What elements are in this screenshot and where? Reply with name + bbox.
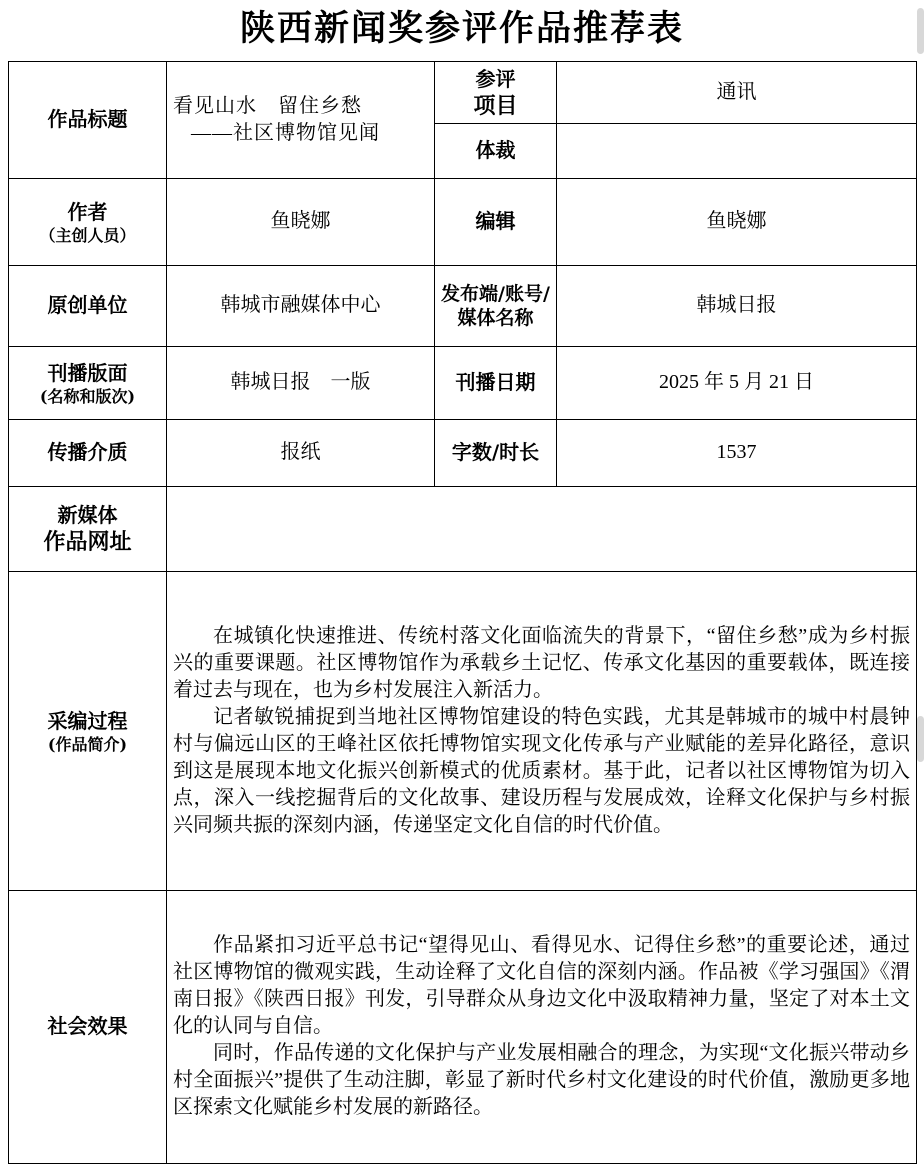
original-unit-value: 韩城市融媒体中心 — [167, 265, 435, 346]
publish-channel-value: 韩城日报 — [557, 265, 917, 346]
author-label-text: 作者 — [67, 199, 108, 224]
entry-item-label-line2: 项目 — [473, 92, 518, 119]
work-title-value — [167, 61, 435, 178]
entry-item-label-line1: 参评 — [475, 66, 516, 91]
entry-item-value: 通讯 — [557, 61, 917, 123]
new-media-url-value — [167, 486, 917, 571]
medium-label: 传播介质 — [9, 419, 167, 486]
work-title-line1: 看见山水 留住乡愁 — [173, 94, 362, 117]
author-value: 鱼晓娜 — [167, 178, 435, 265]
process-label — [9, 571, 167, 890]
publish-date-value: 2025 年 5 月 21 日 — [557, 346, 917, 419]
process-label-line1: 采编过程 — [47, 708, 128, 733]
editor-value: 鱼晓娜 — [557, 178, 917, 265]
work-title-line2: ——社区博物馆见闻 — [191, 121, 380, 144]
layout-label — [9, 346, 167, 419]
table-row — [9, 265, 917, 346]
publish-channel-label-line2: 媒体名称 — [457, 307, 534, 330]
social-effect-paragraph-2: 同时，作品传递的文化保护与产业发展相融合的理念，为实现“文化振兴带动乡村全面振兴”提供了生动注脚，彰显了新时代乡村文化建设的时代价值，激励更多地区探索文化赋能乡村发展的新路径。 — [173, 1042, 910, 1119]
table-row — [9, 346, 917, 419]
process-paragraph-1: 在城镇化快速推进、传统村落文化面临流失的背景下，“留住乡愁”成为乡村振兴的重要课题。社区博物馆作为承载乡土记忆、传承文化基因的重要载体，既连接着过去与现在，也为乡村发展注入新活力。 — [173, 624, 910, 701]
process-paragraph-2: 记者敏锐捕捉到当地社区博物馆建设的特色实践，尤其是韩城市的城中村晨钟村与偏远山区的王峰社区依托博物馆实现文化传承与产业赋能的差异化路径，意识到这是展现本地文化振兴创新模式的优质素材。基于此，记者以社区博物馆为切入点，深入一线挖掘背后的文化故事、建设历程与发展成效，诠释文化保护与乡村振兴同频共振的深刻内涵，传递坚定文化自信的时代价值。 — [173, 705, 910, 836]
table-row — [9, 419, 917, 486]
entry-item-label — [435, 61, 557, 123]
publish-channel-label-line1: 发布端/账号/ — [441, 282, 550, 305]
new-media-url-label-line2: 作品网址 — [43, 529, 132, 556]
layout-label-text: 刊播版面 — [47, 360, 128, 385]
word-count-label: 字数/时长 — [435, 419, 557, 486]
word-count-value: 1537 — [557, 419, 917, 486]
recommendation-form-table — [8, 61, 917, 1164]
process-label-line2: (作品简介) — [47, 734, 128, 754]
scrollbar-thumb-bottom[interactable] — [917, 716, 924, 762]
table-row — [9, 571, 917, 890]
publish-date-label: 刊播日期 — [435, 346, 557, 419]
scrollbar-thumb-top[interactable] — [917, 8, 924, 54]
author-sub-label: （主创人员） — [39, 225, 136, 245]
social-effect-label: 社会效果 — [9, 890, 167, 1163]
social-effect-paragraph-1: 作品紧扣习近平总书记“望得见山、看得见水、记得住乡愁”的重要论述，通过社区博物馆的微观实践，生动诠释了文化自信的深刻内涵。作品被《学习强国》《渭南日报》《陕西日报》刊发，引导群众从身边文化中汲取精神力量，坚定了对本土文化的认同与自信。 — [173, 934, 910, 1038]
table-row — [9, 61, 917, 123]
table-row — [9, 486, 917, 571]
social-effect-content — [167, 890, 917, 1163]
medium-value: 报纸 — [167, 419, 435, 486]
original-unit-label: 原创单位 — [9, 265, 167, 346]
editor-label: 编辑 — [435, 178, 557, 265]
table-row — [9, 890, 917, 1163]
author-label — [9, 178, 167, 265]
process-content — [167, 571, 917, 890]
new-media-url-label — [9, 486, 167, 571]
layout-value: 韩城日报 一版 — [167, 346, 435, 419]
new-media-url-label-line1: 新媒体 — [57, 503, 118, 528]
genre-label: 体裁 — [435, 123, 557, 178]
publish-channel-label — [435, 265, 557, 346]
layout-sub-label: (名称和版次) — [39, 386, 136, 406]
genre-value — [557, 123, 917, 178]
work-title-label: 作品标题 — [9, 61, 167, 178]
table-row — [9, 178, 917, 265]
page-title: 陕西新闻奖参评作品推荐表 — [239, 8, 684, 49]
